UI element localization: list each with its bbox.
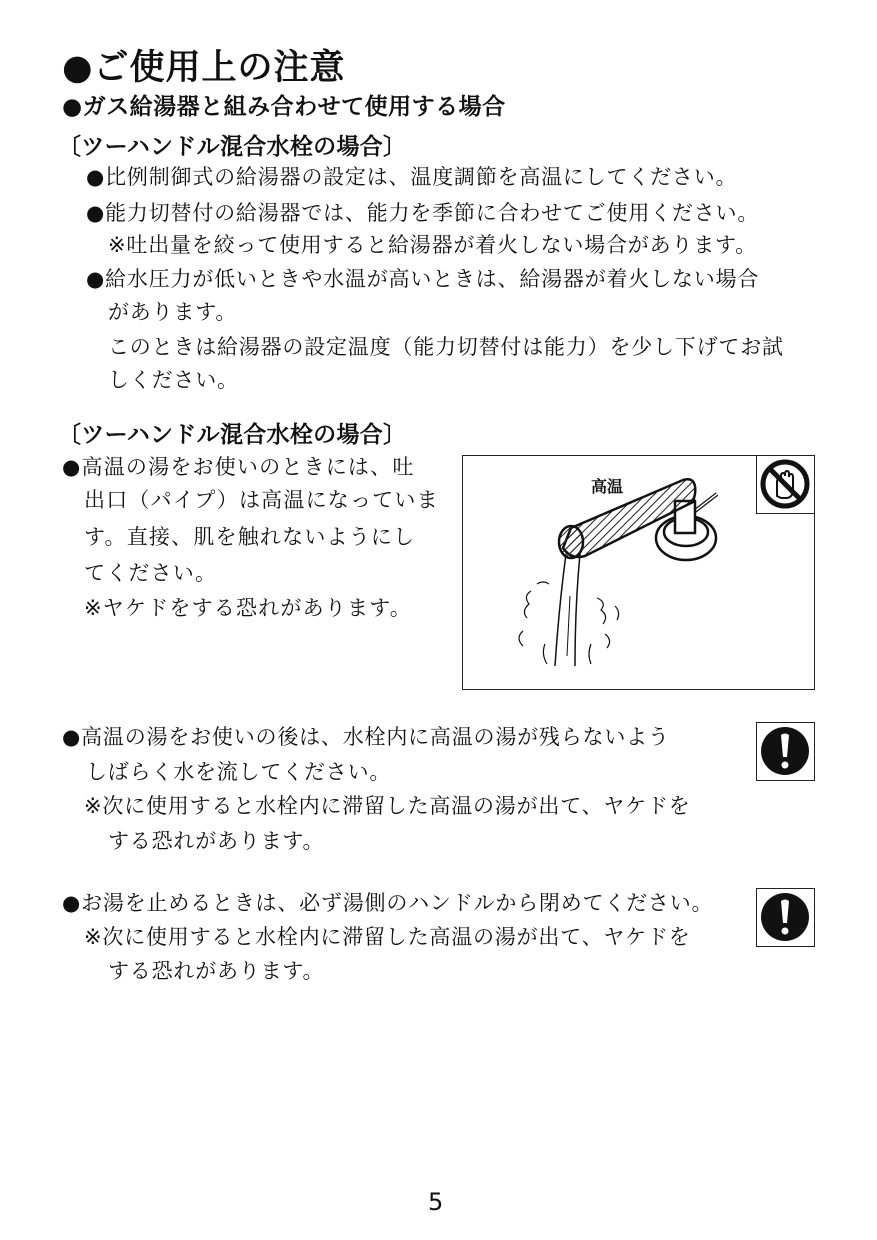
- note-text: する恐れがあります。: [108, 829, 325, 853]
- hot-label: 高温: [591, 477, 624, 496]
- list-item-continued: す。直接、肌を触れないようにし: [84, 525, 416, 549]
- list-item: ●比例制御式の給湯器の設定は、温度調節を高温にしてください。: [86, 165, 738, 189]
- no-touch-icon: [756, 455, 815, 514]
- page-number: 5: [428, 1188, 444, 1216]
- exclamation-icon: [756, 888, 815, 947]
- list-item-continued: てください。: [84, 561, 218, 585]
- page-title: ●ご使用上の注意: [62, 48, 346, 88]
- list-item: ●高温の湯をお使いのときには、吐: [62, 455, 415, 479]
- list-item-continued: しください。: [108, 368, 239, 392]
- note-text: ※次に使用すると水栓内に滞留した高温の湯が出て、ヤケドを: [84, 925, 691, 949]
- list-item: ●お湯を止めるときは、必ず湯側のハンドルから閉めてください。: [62, 891, 714, 915]
- list-item-continued: があります。: [108, 300, 238, 324]
- section-hot-subtitle: 〔ツーハンドル混合水栓の場合〕: [58, 422, 407, 448]
- list-item: ●給水圧力が低いときや水温が高いときは、給湯器が着火しない場合: [86, 267, 760, 291]
- list-item: ●高温の湯をお使いの後は、水栓内に高温の湯が残らないよう: [62, 725, 670, 749]
- section-gas-subtitle: 〔ツーハンドル混合水栓の場合〕: [58, 134, 407, 160]
- section-gas-title: ●ガス給湯器と組み合わせて使用する場合: [62, 94, 506, 120]
- note-text: ※次に使用すると水栓内に滞留した高温の湯が出て、ヤケドを: [84, 794, 691, 818]
- note-text: ※ヤケドをする恐れがあります。: [84, 596, 412, 620]
- note-text: ※吐出量を絞って使用すると給湯器が着火しない場合があります。: [108, 233, 757, 257]
- note-text: する恐れがあります。: [108, 959, 325, 983]
- list-item-continued: 出口（パイプ）は高温になっていま: [84, 488, 439, 512]
- exclamation-icon: [756, 722, 815, 781]
- list-item-continued: しばらく水を流してください。: [86, 760, 392, 784]
- list-item-continued: このときは給湯器の設定温度（能力切替付は能力）を少し下げてお試: [108, 335, 784, 359]
- list-item: ●能力切替付の給湯器では、能力を季節に合わせてご使用ください。: [86, 201, 760, 225]
